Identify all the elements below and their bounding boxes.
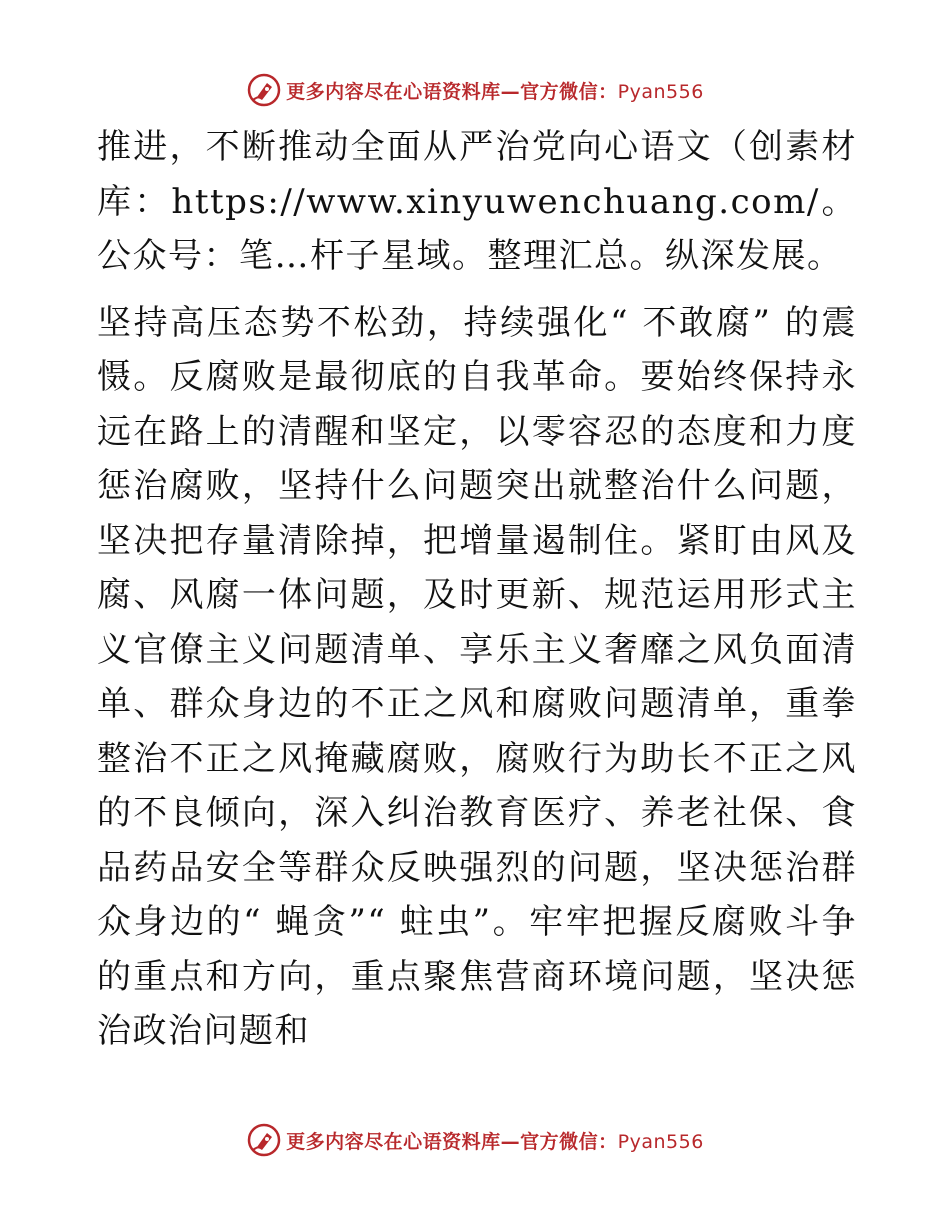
- footer-wechat-handle: Pyan556: [617, 1130, 704, 1153]
- header-wechat-handle: Pyan556: [617, 80, 704, 103]
- paragraph-2: 坚持高压态势不松劲，持续强化“ 不敢腐” 的震慑。反腐败是最彻底的自我革命。要始终保持永远在路上的清醒和坚定，以零容忍的态度和力度惩治腐败，坚持什么问题突出就整治什么问题，坚决把存量清除掉，把增量遏制住。紧盯由风及腐、风腐一体问题，及时更新、规范运用形式主义官僚主义问题清单、享乐主义奢靡之风负面清单、群众身边的不正之风和腐败问题清单，重拳整治不正之风掩藏腐败，腐败行为助长不正之风的不良倾向，深入纠治教育医疗、养老社保、食品药品安全等群众反映强烈的问题，坚决惩治群众身边的“ 蝇贪”“ 蛀虫”。牢牢把握反腐败斗争的重点和方向，重点聚焦营商环境问题，坚决惩治政治问题和: [97, 302, 857, 1051]
- pen-nib-circle-icon: [246, 1122, 282, 1158]
- header-banner: [0, 70, 950, 110]
- pen-nib-circle-icon: [246, 72, 282, 108]
- header-banner-text: 更多内容尽在心语资料库—官方微信：Pyan556: [286, 80, 704, 103]
- footer-banner: [0, 1120, 950, 1160]
- paragraph-1: 推进，不断推动全面从严治党向心语文（创素材库：https://www.xinyuwenchuang.com/。公众号：笔…杆子星域。整理汇总。纵深发展。: [97, 127, 857, 276]
- document-body: [97, 120, 857, 1059]
- footer-banner-text: 更多内容尽在心语资料库—官方微信：Pyan556: [286, 1130, 704, 1153]
